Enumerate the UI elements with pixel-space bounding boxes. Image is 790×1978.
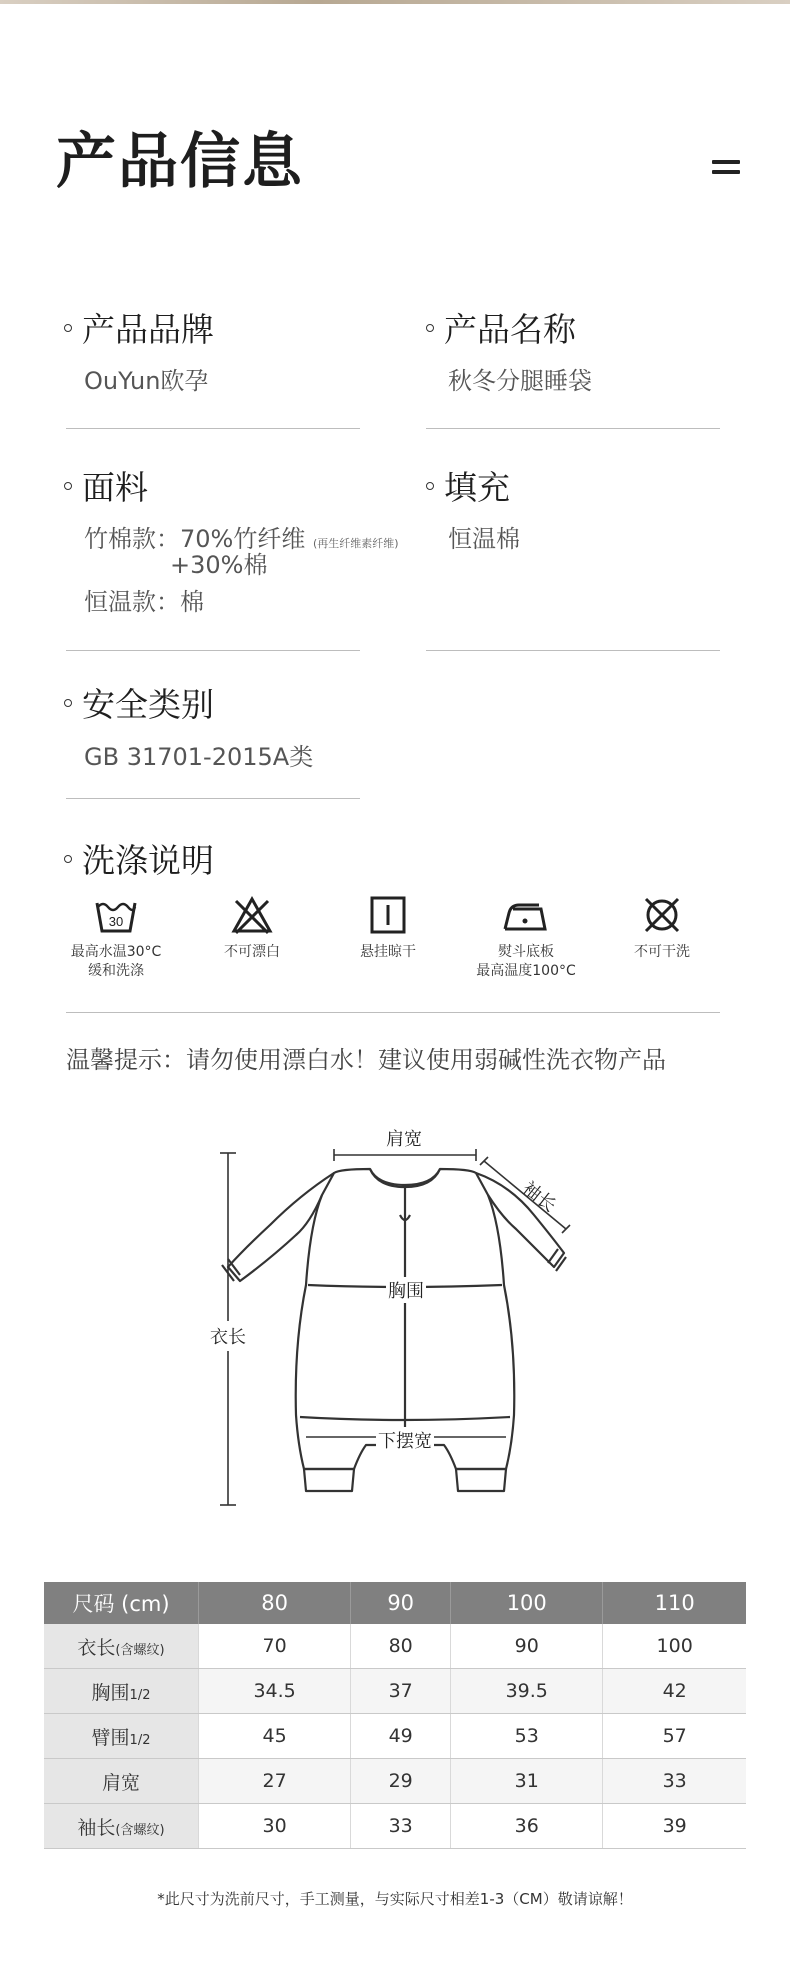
filling-heading-text: 填充 — [444, 468, 510, 507]
fabric-heading-text: 面料 — [82, 468, 148, 507]
bullet-icon — [64, 699, 72, 707]
table-cell: 90 — [451, 1624, 603, 1669]
fabric-line1 — [84, 525, 399, 554]
table-cell: 53 — [451, 1714, 603, 1759]
header-cell: 90 — [351, 1582, 451, 1624]
header-cell: 尺码 (cm) — [44, 1582, 199, 1624]
top-accent-bar — [0, 0, 790, 4]
brand-value: OuYun欧孕 — [84, 367, 209, 395]
wash-30-icon — [94, 895, 138, 935]
care-item-bleach — [182, 895, 322, 962]
filling-heading — [426, 468, 510, 507]
divider — [66, 1012, 720, 1013]
filling-value: 恒温棉 — [448, 525, 520, 553]
product-name-heading — [426, 310, 576, 349]
shoulder-label: 肩宽 — [386, 1129, 422, 1150]
fabric-heading — [64, 468, 148, 507]
row-header: 袖长(含螺纹) — [44, 1804, 199, 1849]
table-cell: 80 — [351, 1624, 451, 1669]
table-cell: 27 — [199, 1759, 351, 1804]
bullet-icon — [64, 482, 72, 490]
table-cell: 49 — [351, 1714, 451, 1759]
row-header: 臂围1/2 — [44, 1714, 199, 1759]
row-header: 衣长(含螺纹) — [44, 1624, 199, 1669]
table-row — [44, 1804, 746, 1849]
fabric-line1-label: 竹棉款： — [84, 525, 180, 553]
page-title: 产品信息 — [56, 127, 304, 197]
table-cell: 33 — [351, 1804, 451, 1849]
bullet-icon — [64, 324, 72, 332]
fabric-line2: 恒温款：棉 — [84, 588, 204, 616]
table-row — [44, 1624, 746, 1669]
divider — [66, 650, 360, 651]
footnote: *此尺寸为洗前尺寸，手工测量，与实际尺寸相差1-3（CM）敬请谅解！ — [157, 1890, 633, 1908]
size-diagram — [200, 1125, 600, 1525]
size-table-header — [44, 1582, 746, 1624]
bullet-icon — [64, 855, 72, 863]
fabric-line1-cont: +30%棉 — [170, 551, 268, 579]
hem-label: 下摆宽 — [376, 1427, 434, 1453]
safety-heading — [64, 685, 214, 724]
care-item-dry — [318, 895, 458, 962]
hang-dry-icon — [366, 895, 410, 935]
row-header: 胸围1/2 — [44, 1669, 199, 1714]
bullet-icon — [426, 324, 434, 332]
divider — [426, 428, 720, 429]
no-bleach-icon — [230, 895, 274, 935]
care-item-wash — [46, 895, 186, 981]
table-cell: 33 — [603, 1759, 746, 1804]
no-dry-clean-icon — [640, 895, 684, 935]
header-cell: 100 — [451, 1582, 603, 1624]
table-row — [44, 1759, 746, 1804]
table-cell: 42 — [603, 1669, 746, 1714]
table-cell: 37 — [351, 1669, 451, 1714]
table-cell: 36 — [451, 1804, 603, 1849]
care-label: 不可干洗 — [634, 944, 690, 960]
divider — [66, 798, 360, 799]
table-row — [44, 1669, 746, 1714]
table-cell: 30 — [199, 1804, 351, 1849]
table-cell: 39.5 — [451, 1669, 603, 1714]
iron-icon — [501, 895, 551, 935]
brand-heading — [64, 310, 214, 349]
washing-tip: 温馨提示：请勿使用漂白水！建议使用弱碱性洗衣物产品 — [66, 1046, 666, 1074]
brand-heading-text: 产品品牌 — [82, 310, 214, 349]
care-label: 熨斗底板 最高温度100°C — [476, 944, 576, 979]
care-heading-text: 洗涤说明 — [82, 841, 214, 880]
row-header: 肩宽 — [44, 1759, 199, 1804]
divider — [66, 428, 360, 429]
svg-text:30: 30 — [108, 914, 124, 929]
bullet-icon — [426, 482, 434, 490]
care-item-iron — [456, 895, 596, 981]
care-heading — [64, 841, 214, 880]
table-cell: 34.5 — [199, 1669, 351, 1714]
care-label: 悬挂晾干 — [360, 944, 416, 960]
divider — [426, 650, 720, 651]
table-cell: 70 — [199, 1624, 351, 1669]
safety-heading-text: 安全类别 — [82, 685, 214, 724]
sleeve-label: 袖长 — [518, 1177, 560, 1217]
safety-value: GB 31701-2015A类 — [84, 743, 314, 771]
size-table — [44, 1582, 746, 1849]
header-cell: 80 — [199, 1582, 351, 1624]
fabric-line1-note: (再生纤维素纤维) — [312, 537, 399, 550]
table-row — [44, 1714, 746, 1759]
table-cell: 100 — [603, 1624, 746, 1669]
table-cell: 29 — [351, 1759, 451, 1804]
header-cell: 110 — [603, 1582, 746, 1624]
table-cell: 39 — [603, 1804, 746, 1849]
product-name-heading-text: 产品名称 — [444, 310, 576, 349]
fabric-line1-value: 70%竹纤维 — [180, 525, 306, 553]
menu-icon[interactable] — [712, 160, 740, 174]
table-cell: 45 — [199, 1714, 351, 1759]
care-label: 不可漂白 — [224, 944, 280, 960]
table-cell: 57 — [603, 1714, 746, 1759]
care-item-dryclean — [592, 895, 732, 962]
care-label: 最高水温30°C 缓和洗涤 — [70, 944, 162, 979]
table-cell: 31 — [451, 1759, 603, 1804]
chest-label: 胸围 — [386, 1277, 426, 1303]
product-name-value: 秋冬分腿睡袋 — [448, 367, 592, 395]
length-label: 衣长 — [210, 1321, 246, 1351]
